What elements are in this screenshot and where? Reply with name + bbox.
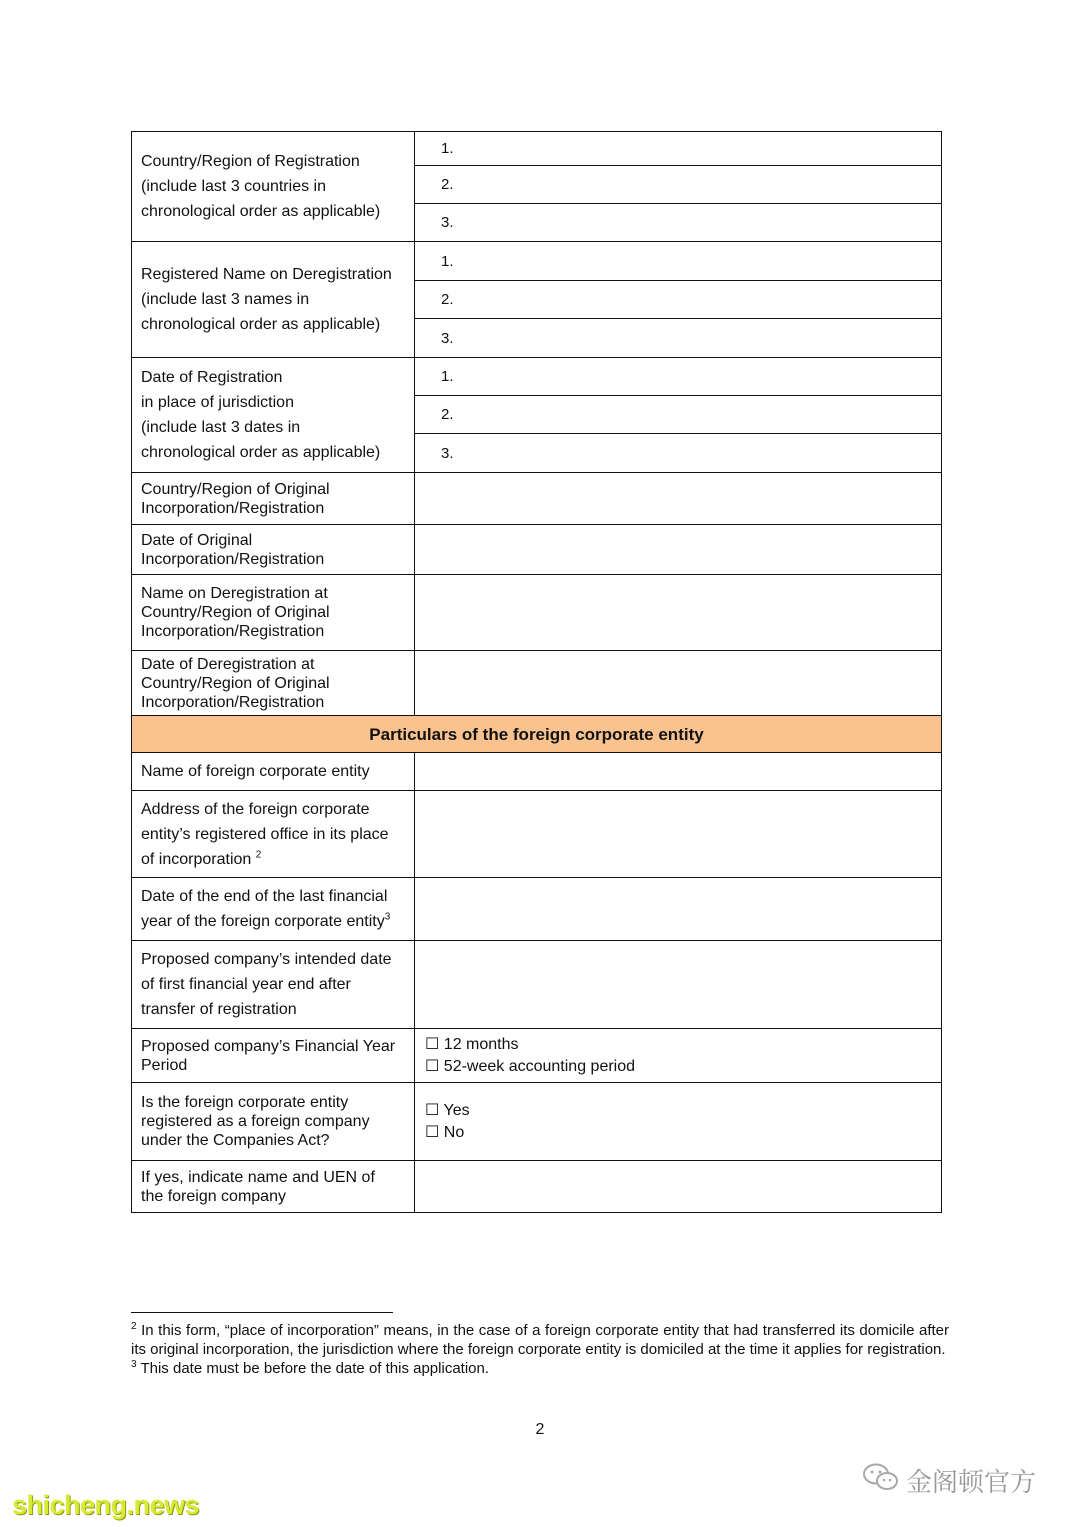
entity-name-label: Name of foreign corporate entity — [132, 753, 415, 791]
registered-office-label: Address of the foreign corporate entity’s registered office in its place of incorporation $^2$ — [132, 791, 415, 878]
table-row — [132, 525, 942, 575]
foreign-company-options — [415, 1083, 942, 1161]
entity-name-field[interactable] — [415, 753, 942, 791]
brand-watermark-text: 金阁顿官方 — [906, 1467, 1037, 1497]
intended-fye-label: Proposed company’s intended date of first financial year end after transfer of registration — [132, 941, 415, 1029]
uen-label: If yes, indicate name and UEN of the foreign company — [132, 1161, 415, 1213]
table-row — [132, 716, 942, 753]
last-fye-label: Date of the end of the last financial year of the foreign corporate entity$^3$ — [132, 878, 415, 941]
table-row — [132, 358, 942, 396]
foreign-company-question-label: Is the foreign corporate entity registered as a foreign company under the Companies Act? — [132, 1083, 415, 1161]
original-date-label: Date of Original Incorporation/Registration — [132, 525, 415, 575]
wechat-icon — [862, 1462, 900, 1499]
footnote-3: $^3$ This date must be before the date of this application. — [131, 1359, 490, 1377]
table-row — [132, 242, 942, 281]
checkbox-52-week[interactable]: ☐ 52-week accounting period — [425, 1057, 636, 1075]
deregistration-name-field-2[interactable]: 2. — [415, 281, 942, 319]
page-number: 2 — [535, 1421, 545, 1438]
table-row — [132, 878, 942, 941]
original-date-field[interactable] — [415, 525, 942, 575]
country-registration-field-1[interactable]: 1. — [415, 132, 942, 166]
footnote-divider — [131, 1312, 393, 1313]
checkbox-no[interactable]: ☐ No — [425, 1123, 465, 1141]
deregistration-name-field-1[interactable]: 1. — [415, 242, 942, 281]
original-country-label: Country/Region of Original Incorporation/Registration — [132, 473, 415, 525]
footnotes — [131, 1321, 949, 1378]
checkbox-12-months[interactable]: ☐ 12 months — [425, 1035, 519, 1053]
section-header: Particulars of the foreign corporate entity — [132, 716, 942, 753]
registration-date-field-3[interactable]: 3. — [415, 434, 942, 473]
deregistration-name-field-3[interactable]: 3. — [415, 319, 942, 358]
footnote-ref-2: 2 — [255, 849, 262, 861]
table-row — [132, 473, 942, 525]
footnote-ref-3: 3 — [384, 911, 391, 923]
site-watermark: shicheng.news — [12, 1490, 200, 1520]
registration-date-field-1[interactable]: 1. — [415, 358, 942, 396]
table-row — [132, 753, 942, 791]
original-deregistration-date-label: Date of Deregistration at Country/Region of Original Incorporation/Registration — [132, 651, 415, 716]
footnote-2: $^2$ In this form, “place of incorporation” means, in the case of a foreign corporate entity that had transferred its domicile after its original incorporation, the jurisdiction where the foreign corporate entity is domiciled at the time it applies for registration. — [131, 1321, 949, 1358]
registration-form-table — [131, 131, 942, 1213]
fy-period-label: Proposed company’s Financial Year Period — [132, 1029, 415, 1083]
original-deregistration-date-field[interactable] — [415, 651, 942, 716]
intended-fye-field[interactable] — [415, 941, 942, 1029]
table-row — [132, 132, 942, 166]
country-registration-label: Country/Region of Registration (include last 3 countries in chronological order as applicable) — [132, 132, 415, 242]
table-row — [132, 575, 942, 651]
table-row — [132, 1029, 942, 1083]
registration-date-field-2[interactable]: 2. — [415, 396, 942, 434]
table-row — [132, 791, 942, 878]
brand-watermark — [862, 1462, 1036, 1499]
fy-period-options — [415, 1029, 942, 1083]
uen-field[interactable] — [415, 1161, 942, 1213]
deregistration-name-label: Registered Name on Deregistration (include last 3 names in chronological order as applicable) — [132, 242, 415, 358]
country-registration-field-3[interactable]: 3. — [415, 204, 942, 242]
table-row — [132, 941, 942, 1029]
checkbox-yes[interactable]: ☐ Yes — [425, 1101, 470, 1119]
table-row — [132, 1083, 942, 1161]
original-deregistration-name-field[interactable] — [415, 575, 942, 651]
original-deregistration-name-label: Name on Deregistration at Country/Region of Original Incorporation/Registration — [132, 575, 415, 651]
table-row — [132, 1161, 942, 1213]
original-country-field[interactable] — [415, 473, 942, 525]
country-registration-field-2[interactable]: 2. — [415, 166, 942, 204]
last-fye-field[interactable] — [415, 878, 942, 941]
registered-office-field[interactable] — [415, 791, 942, 878]
table-row — [132, 651, 942, 716]
registration-date-label: Date of Registration in place of jurisdiction (include last 3 dates in chronological order as applicable) — [132, 358, 415, 473]
